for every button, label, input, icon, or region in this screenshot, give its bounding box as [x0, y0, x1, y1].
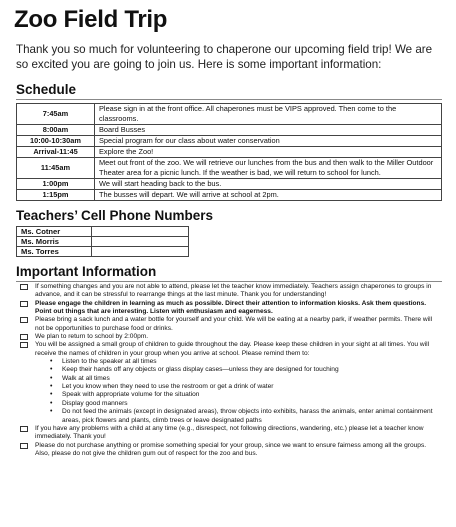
page-title: Zoo Field Trip: [14, 6, 168, 33]
teacher-phone-number: [92, 237, 189, 247]
checkbox-icon: [20, 317, 28, 323]
info-text: Let you know when they need to use the restroom or get a drink of water: [62, 383, 274, 391]
reminder-item: [20, 366, 442, 374]
schedule-time: 8:00am: [17, 125, 95, 136]
schedule-activity: Please sign in at the front office. All chaperones must be VIPS approved. Then come to the classrooms.: [95, 104, 442, 125]
schedule-divider: [16, 99, 442, 100]
teacher-name: Ms. Cotner: [17, 227, 92, 237]
reminder-item: [20, 408, 442, 425]
checkbox-icon: [20, 301, 28, 307]
phone-numbers-table: [16, 226, 189, 257]
schedule-activity: The busses will depart. We will arrive at school at 2pm.: [95, 190, 442, 201]
schedule-time: Arrival-11:45: [17, 147, 95, 158]
schedule-activity: Explore the Zoo!: [95, 147, 442, 158]
teacher-name: Ms. Morris: [17, 237, 92, 247]
schedule-heading: Schedule: [16, 82, 77, 97]
reminder-item: [20, 391, 442, 399]
important-info-divider: [16, 281, 442, 282]
info-text: Do not feed the animals (except in designated areas), throw objects into exhibits, harass the animals, enter animal containment areas, pick flowers and plants, climb trees or leave designated paths: [62, 408, 433, 424]
info-text: Keep their hands off any objects or glass display cases—unless they are designed for touching: [62, 366, 339, 374]
reminder-item: [20, 375, 442, 383]
info-item: [20, 333, 442, 341]
important-info-list: [16, 283, 442, 458]
info-item: [20, 442, 442, 459]
schedule-activity: Board Busses: [95, 125, 442, 136]
info-item: [20, 425, 442, 442]
reminder-item: [20, 400, 442, 408]
important-info-heading: Important Information: [16, 264, 157, 279]
schedule-time: 1:00pm: [17, 179, 95, 190]
schedule-row: [17, 179, 442, 190]
bullet-icon: •: [50, 366, 53, 374]
info-text: Listen to the speaker at all times: [62, 358, 157, 366]
checkbox-icon: [20, 443, 28, 449]
info-text: Walk at all times: [62, 374, 110, 382]
info-text: Display good manners: [62, 399, 128, 407]
info-item: [20, 300, 442, 317]
schedule-row: [17, 147, 442, 158]
info-text: Please engage the children in learning as much as possible. Direct their attention to information kiosks. Ask them questions. Point out things that are interesting. Listen with enthusiasm and eagerness.: [35, 299, 427, 316]
phone-row: [17, 237, 189, 247]
schedule-row: [17, 158, 442, 179]
checkbox-icon: [20, 342, 28, 348]
schedule-row: [17, 136, 442, 147]
reminder-item: [20, 383, 442, 391]
schedule-time: 11:45am: [17, 158, 95, 179]
info-item: [20, 283, 442, 300]
teacher-phone-number: [92, 247, 189, 257]
schedule-time: 7:45am: [17, 104, 95, 125]
info-text: You will be assigned a small group of children to guide throughout the day. Please keep these children in your sight at all times. You will receive the names of children in your group when you arrive at school. Please remind them to:: [35, 341, 430, 357]
schedule-time: 1:15pm: [17, 190, 95, 201]
phone-row: [17, 247, 189, 257]
info-item: [20, 341, 442, 358]
info-text: Please bring a sack lunch and a water bottle for yourself and your child. We will be eating at a nearby park, if weather permits. There will not be opportunities to purchase food or drinks.: [35, 316, 433, 332]
schedule-row: [17, 104, 442, 125]
schedule-time: 10:00-10:30am: [17, 136, 95, 147]
bullet-icon: •: [50, 408, 53, 416]
info-text: Speak with appropriate volume for the situation: [62, 391, 200, 399]
checkbox-icon: [20, 426, 28, 432]
intro-paragraph: Thank you so much for volunteering to chaperone our upcoming field trip! We are so excited you are going to join us. Here is some important information:: [16, 43, 433, 71]
info-text: Please do not purchase anything or promise something special for your group, since we want to ensure fairness among all the groups. Also, please do not give the children gum out of respect for the zoo and bus.: [35, 441, 427, 457]
schedule-activity: Meet out front of the zoo. We will retrieve our lunches from the bus and then walk to the Miller Outdoor Theater area for a picnic lunch. If the weather is bad, we will return to school for lunch.: [95, 158, 442, 179]
checkbox-icon: [20, 284, 28, 290]
bullet-icon: •: [50, 358, 53, 366]
teacher-phone-number: [92, 227, 189, 237]
schedule-row: [17, 190, 442, 201]
bullet-icon: •: [50, 399, 53, 407]
info-text: If something changes and you are not able to attend, please let the teacher know immediately. Teachers assign chaperones to groups in advance, and it can be stressful to rearrange things at the last minute. Thank you for understanding!: [35, 283, 432, 299]
schedule-activity: We will start heading back to the bus.: [95, 179, 442, 190]
info-text: If you have any problems with a child at any time (e.g., disrespect, not following directions, wandering, etc.) please let a teacher know immediately. Thank you!: [35, 424, 424, 441]
checkbox-icon: [20, 334, 28, 340]
info-item: [20, 316, 442, 333]
bullet-icon: •: [50, 391, 53, 399]
info-text: We plan to return to school by 2:00pm.: [35, 333, 149, 341]
schedule-row: [17, 125, 442, 136]
bullet-icon: •: [50, 374, 53, 382]
bullet-icon: •: [50, 383, 53, 391]
teacher-name: Ms. Torres: [17, 247, 92, 257]
schedule-table: [16, 103, 442, 201]
schedule-activity: Special program for our class about water conservation: [95, 136, 442, 147]
phone-numbers-heading: Teachers’ Cell Phone Numbers: [16, 208, 214, 223]
reminder-item: [20, 358, 442, 366]
phone-row: [17, 227, 189, 237]
